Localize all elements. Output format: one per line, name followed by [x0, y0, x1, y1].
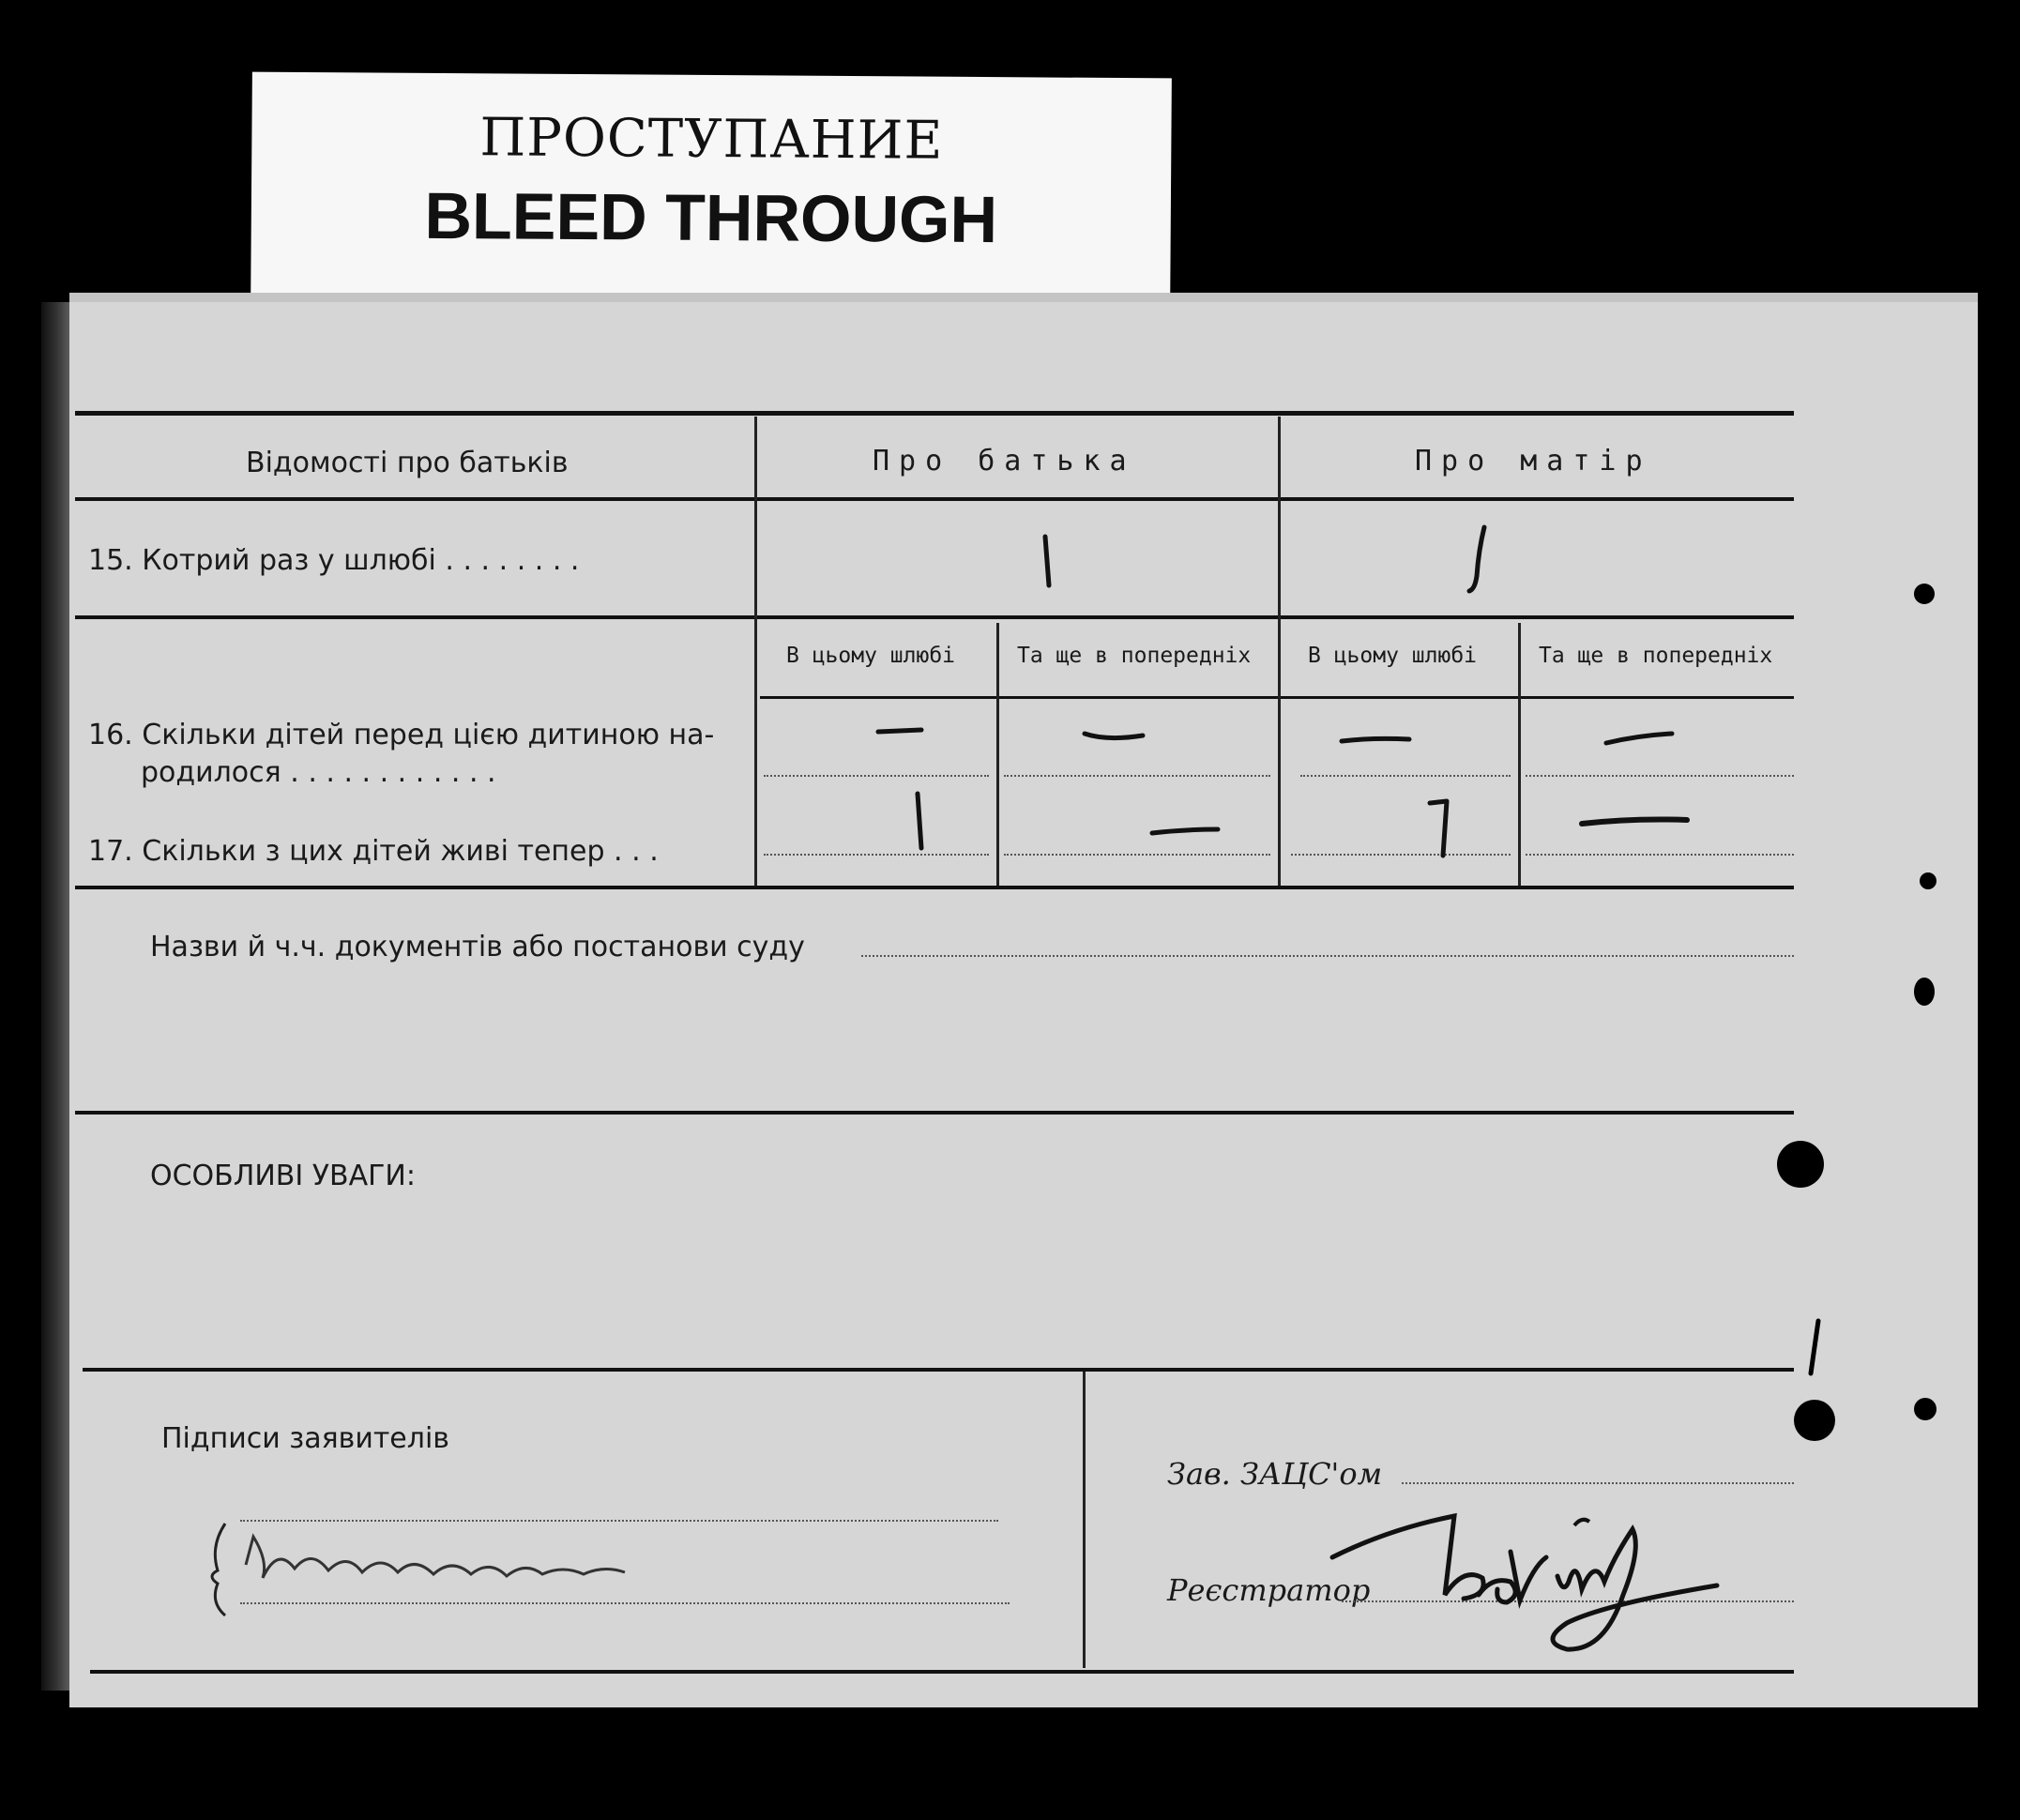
vrule-parents	[1278, 417, 1281, 886]
rule-subheader-bottom	[760, 696, 1794, 699]
parents-info-header: Відомості про батьків	[246, 447, 569, 479]
rule-notes-bottom	[83, 1368, 1794, 1372]
row17-dotline-4	[1526, 854, 1794, 856]
father-previous-header: Та ще в попередніх	[1017, 644, 1252, 668]
row17-mother-this-value	[1424, 794, 1462, 869]
about-mother-header: Про матір	[1415, 445, 1652, 478]
label-english: BLEED THROUGH	[424, 178, 998, 257]
father-in-this-marriage-header: В цьому шлюбі	[786, 644, 956, 668]
row17-father-this-value	[906, 788, 934, 863]
rule-top	[75, 411, 1794, 416]
punch-hole-1	[1777, 1141, 1824, 1188]
head-zags-label: Зав. ЗАЦС'ом	[1167, 1456, 1383, 1492]
rule-row15-bottom	[75, 615, 1794, 619]
row16-dotline-3	[1300, 775, 1511, 777]
margin-mark	[1801, 1315, 1830, 1390]
row17-dotline-1	[764, 854, 989, 856]
row16-label-line2: родилося . . . . . . . . . . . .	[141, 756, 496, 789]
punch-mark-1	[1914, 584, 1935, 604]
label-russian: ПРОСТУПАНИЕ	[479, 107, 944, 172]
head-zags-dotline	[1402, 1482, 1794, 1484]
vrule-mother-sub	[1518, 623, 1521, 886]
row17-label: 17. Скільки з цих дітей живі тепер . . .	[88, 835, 659, 868]
punch-mark-2	[1920, 872, 1936, 889]
documents-label: Назви й ч.ч. документів або постанови суду	[150, 931, 805, 963]
row16-label-line1: 16. Скільки дітей перед цією дитиною на-	[88, 719, 715, 751]
row17-mother-previous-value	[1576, 811, 1698, 839]
vrule-signatures	[1083, 1372, 1086, 1668]
mother-previous-header: Та ще в попередніх	[1539, 644, 1773, 668]
vrule-labels	[754, 417, 757, 886]
documents-dotline	[861, 955, 1794, 957]
rule-docs-bottom	[75, 1111, 1794, 1115]
row16-father-this-value	[873, 719, 929, 747]
row17-dotline-3	[1291, 854, 1511, 856]
row15-mother-value	[1452, 522, 1499, 597]
about-father-header: Про батька	[873, 445, 1136, 478]
row16-mother-previous-value	[1601, 724, 1685, 752]
row16-dotline-4	[1526, 775, 1794, 777]
punch-hole-2	[1794, 1400, 1835, 1441]
row17-father-previous-value	[1147, 818, 1231, 846]
rule-form-bottom	[90, 1670, 1794, 1674]
punch-mark-3	[1914, 978, 1935, 1006]
row16-father-previous-value	[1079, 722, 1154, 751]
punch-mark-4	[1914, 1398, 1936, 1420]
registrar-signature	[1323, 1492, 1754, 1651]
registrar-label: Реєстратор	[1167, 1572, 1371, 1608]
row16-dotline-2	[1004, 775, 1270, 777]
special-notes-label: ОСОБЛИВІ УВАГИ:	[150, 1160, 416, 1192]
applicant-signature	[197, 1518, 685, 1621]
rule-table-bottom	[75, 886, 1794, 889]
row16-mother-this-value	[1336, 726, 1420, 754]
vrule-father-sub	[996, 623, 999, 886]
row15-label: 15. Котрий раз у шлюбі . . . . . . . .	[88, 544, 580, 577]
mother-in-this-marriage-header: В цьому шлюбі	[1308, 644, 1478, 668]
bleed-through-label	[251, 72, 1172, 313]
row16-dotline-1	[764, 775, 989, 777]
signatures-label: Підписи заявителів	[161, 1422, 449, 1455]
row17-dotline-2	[1004, 854, 1270, 856]
rule-header-bottom	[75, 497, 1794, 501]
row15-father-value	[1032, 531, 1070, 597]
